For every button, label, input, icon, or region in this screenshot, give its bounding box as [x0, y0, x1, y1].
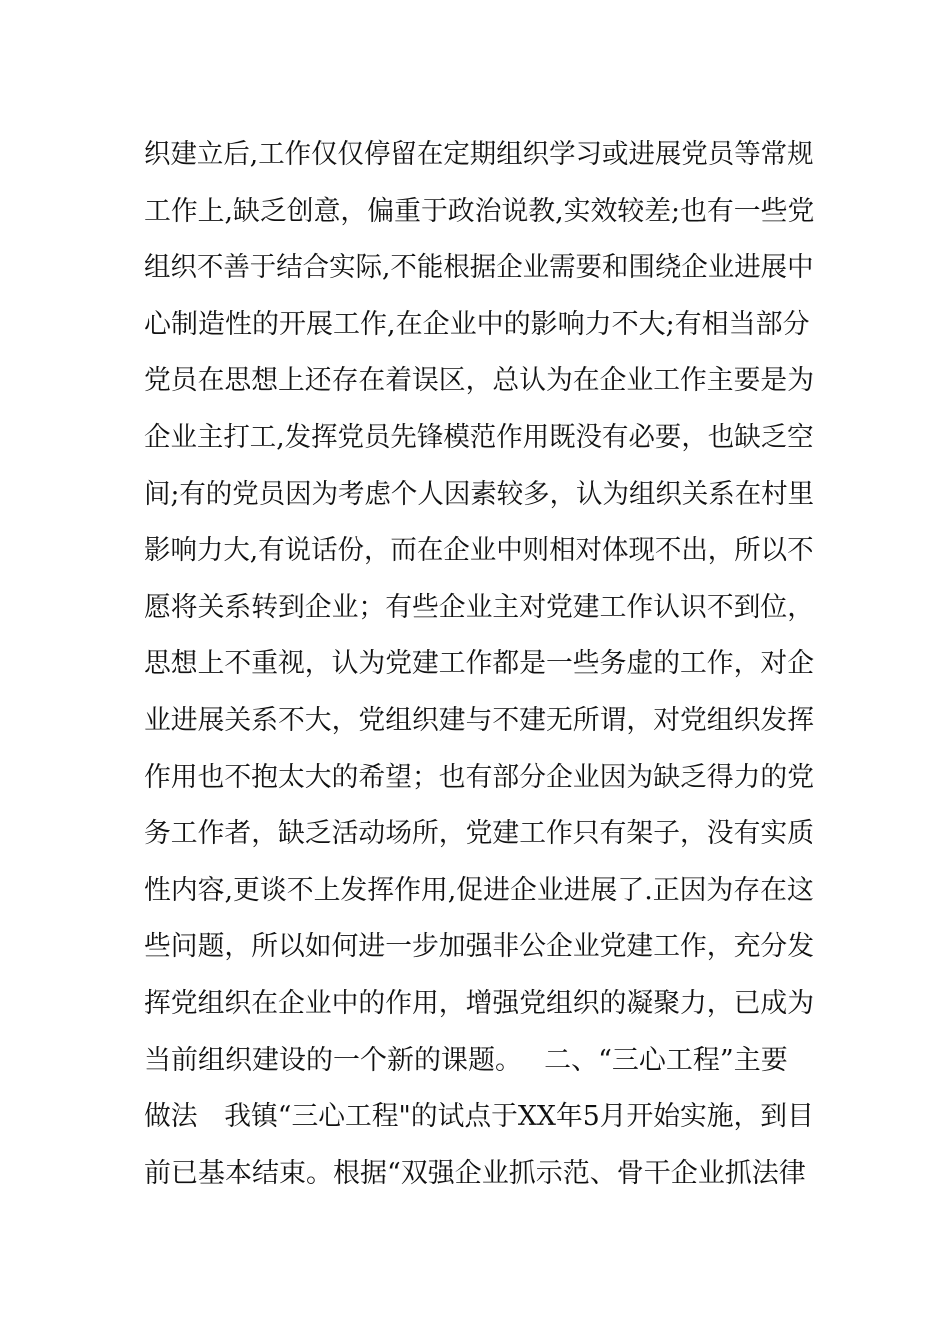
document-body-text: [144, 127, 814, 1202]
text-line: 间;有的党员因为考虑个人因素较多，认为组织关系在村里: [144, 478, 815, 510]
text-line: 前已基本结束。根据“双强企业抓示范、骨干企业抓法律: [144, 1157, 806, 1189]
text-line: 思想上不重视，认为党建工作都是一些务虚的工作，对企: [144, 648, 815, 680]
text-line: 性内容,更谈不上发挥作用,促进企业进展了.正因为存在这: [144, 874, 814, 906]
text-line: 心制造性的开展工作,在企业中的影响力不大;有相当部分: [144, 308, 810, 340]
text-line: 愿将关系转到企业；有些企业主对党建工作认识不到位，: [144, 591, 815, 623]
text-line: 党员在思想上还存在着误区，总认为在企业工作主要是为: [144, 365, 815, 397]
text-line: 务工作者，缺乏活动场所，党建工作只有架子，没有实质: [144, 818, 815, 850]
text-line: 影响力大,有说话份，而在企业中则相对体现不出，所以不: [144, 535, 814, 567]
text-line: 企业主打工,发挥党员先锋模范作用既没有必要，也缺乏空: [144, 421, 814, 453]
text-line: 织建立后,工作仅仅停留在定期组织学习或进展党员等常规: [144, 139, 814, 170]
text-line: 工作上,缺乏创意，偏重于政治说教,实效较差;也有一些党: [144, 195, 815, 227]
text-line: 挥党组织在企业中的作用，增强党组织的凝聚力，已成为: [144, 987, 815, 1019]
text-line: 做法 我镇“三心工程"的试点于XX年5月开始实施，到目: [144, 1101, 814, 1133]
text-line: 些问题，所以如何进一步加强非公企业党建工作，充分发: [144, 931, 815, 963]
text-line: 业进展关系不大，党组织建与不建无所谓，对党组织发挥: [144, 704, 815, 736]
text-line: 作用也不抱太大的希望；也有部分企业因为缺乏得力的党: [144, 761, 815, 793]
text-line: 组织不善于结合实际,不能根据企业需要和围绕企业进展中: [144, 252, 814, 284]
text-line: 当前组织建设的一个新的课题。 二、“三心工程”主要: [144, 1044, 788, 1076]
